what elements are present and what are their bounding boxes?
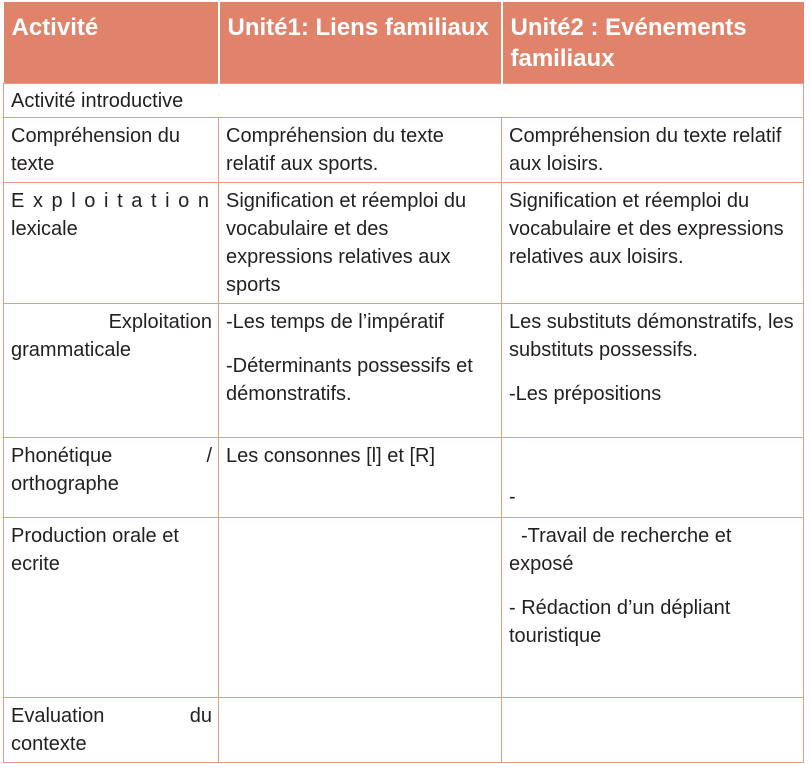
evaluation-label-line1 <box>11 702 212 730</box>
grammar-unit1-p2: -Déterminants possessifs et démonstratifs. <box>226 354 473 405</box>
cell-grammar-unit1 <box>219 303 502 437</box>
cell-grammar-label <box>4 303 219 437</box>
header-row <box>4 2 804 83</box>
cell-production-unit1 <box>219 517 502 697</box>
cell-phonetics-unit2: - <box>502 437 804 517</box>
cell-lexical-label <box>4 182 219 303</box>
curriculum-table <box>3 2 804 763</box>
evaluation-label-word2: du <box>189 704 212 727</box>
grammar-label-word2: grammaticale <box>11 338 132 361</box>
cell-lexical-unit2: Signification et réemploi du vocabulaire et des expressions relatives aux loisirs. <box>502 182 804 303</box>
table-header <box>4 2 804 83</box>
cell-evaluation-label <box>4 697 219 762</box>
grammar-unit1-p1: -Les temps de l’impératif <box>226 310 444 333</box>
lexical-label-word2: lexicale <box>11 217 78 240</box>
production-label-text: Production orale et ecrite <box>11 524 179 575</box>
cell-evaluation-unit1 <box>219 697 502 762</box>
lexical-label-word1: Exploitation <box>11 189 218 212</box>
grammar-unit2-p1: Les substituts démonstratifs, les substituts possessifs. <box>509 310 794 361</box>
cell-intro-label: Activité introductive <box>4 83 804 117</box>
phonetics-label-line1 <box>11 442 212 470</box>
evaluation-label-word1: Evaluation <box>11 704 105 727</box>
cell-comprehension-label <box>4 117 219 182</box>
evaluation-label-word3: contexte <box>11 732 87 755</box>
header-unite1: Unité1: Liens familiaux <box>219 2 502 83</box>
phonetics-label-word1: Phonétique <box>11 444 113 467</box>
cell-comprehension-unit2: Compréhension du texte relatif aux loisirs. <box>502 117 804 182</box>
table-row-comprehension <box>4 117 804 182</box>
production-unit2-p2: - Rédaction d’un dépliant touristique <box>509 596 731 647</box>
cell-comprehension-unit1: Compréhension du texte relatif aux sports. <box>219 117 502 182</box>
cell-phonetics-label <box>4 437 219 517</box>
cell-production-unit2 <box>502 517 804 697</box>
table-row-lexical <box>4 182 804 303</box>
header-unite2: Unité2 : Evénements familiaux <box>502 2 804 83</box>
cell-evaluation-unit2 <box>502 697 804 762</box>
phonetics-label-slash: / <box>206 444 212 467</box>
production-unit2-p1: -Travail de recherche et exposé <box>509 524 732 575</box>
grammar-unit2-p2: -Les prépositions <box>509 382 662 405</box>
comprehension-label-text: Compréhension du texte <box>11 124 180 175</box>
cell-phonetics-unit1: Les consonnes [l] et [R] <box>219 437 502 517</box>
table-row-intro <box>4 83 804 117</box>
cell-lexical-unit1: Signification et réemploi du vocabulaire et des expressions relatives aux sports <box>219 182 502 303</box>
cell-grammar-unit2 <box>502 303 804 437</box>
cell-production-label <box>4 517 219 697</box>
table-row-evaluation <box>4 697 804 762</box>
table-row-production <box>4 517 804 697</box>
table-row-phonetics <box>4 437 804 517</box>
header-activite: Activité <box>4 2 219 83</box>
table-row-grammar <box>4 303 804 437</box>
phonetics-label-word2: orthographe <box>11 472 119 495</box>
grammar-label-word1: Exploitation <box>108 310 212 333</box>
